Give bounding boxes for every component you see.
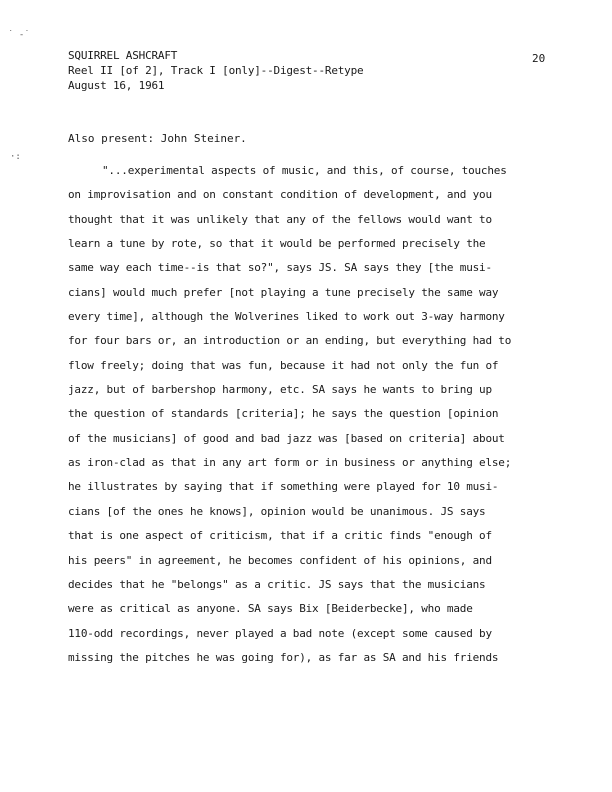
text-line: thought that it was unlikely that any of the fellows would want to <box>68 212 492 226</box>
text-line: on improvisation and on constant condition of development, and you <box>68 188 492 202</box>
text-line: the question of standards [criteria]; he says the question [opinion <box>68 407 499 421</box>
also-present-line: Also present: John Steiner. <box>68 132 247 145</box>
reel-track-info: Reel II [of 2], Track I [only]--Digest--Retype <box>68 64 364 77</box>
scan-mark: ·: <box>10 152 21 162</box>
transcript-body <box>68 159 511 670</box>
page-number: 20 <box>532 52 546 65</box>
text-line: for four bars or, an introduction or an ending, but everything had to <box>68 334 512 348</box>
text-line: every time], although the Wolverines liked to work out 3-way harmony <box>68 310 505 324</box>
text-line: decides that he "belongs" as a critic. JS says that the musicians <box>68 577 486 591</box>
text-line: cians] would much prefer [not playing a tune precisely the same way <box>68 285 499 299</box>
text-line: as iron-clad as that in any art form or in business or anything else; <box>68 456 512 470</box>
text-line: were as critical as anyone. SA says Bix [Beiderbecke], who made <box>68 602 473 616</box>
document-header <box>68 48 363 93</box>
text-line: "...experimental aspects of music, and this, of course, touches <box>102 164 507 177</box>
text-line: 110-odd recordings, never played a bad note (except some caused by <box>68 626 492 640</box>
interview-date: August 16, 1961 <box>68 79 165 92</box>
text-line: that is one aspect of criticism, that if a critic finds "enough of <box>68 529 492 543</box>
text-line: same way each time--is that so?", says JS. SA says they [the musi- <box>68 261 492 275</box>
text-line: cians [of the ones he knows], opinion would be unanimous. JS says <box>68 504 486 518</box>
text-line: his peers" in agreement, he becomes confident of his opinions, and <box>68 553 492 567</box>
text-line: he illustrates by saying that if something were played for 10 musi- <box>68 480 499 494</box>
text-line: of the musicians] of good and bad jazz was [based on criteria] about <box>68 431 505 445</box>
interviewee-name: SQUIRREL ASHCRAFT <box>68 49 178 62</box>
text-line: missing the pitches he was going for), as far as SA and his friends <box>68 650 499 664</box>
text-line: learn a tune by rote, so that it would be performed precisely the <box>68 237 486 251</box>
text-line: jazz, but of barbershop harmony, etc. SA says he wants to bring up <box>68 383 492 397</box>
scan-mark: ˙ ‑˙ <box>8 30 30 40</box>
text-line: flow freely; doing that was fun, because it had not only the fun of <box>68 358 499 372</box>
